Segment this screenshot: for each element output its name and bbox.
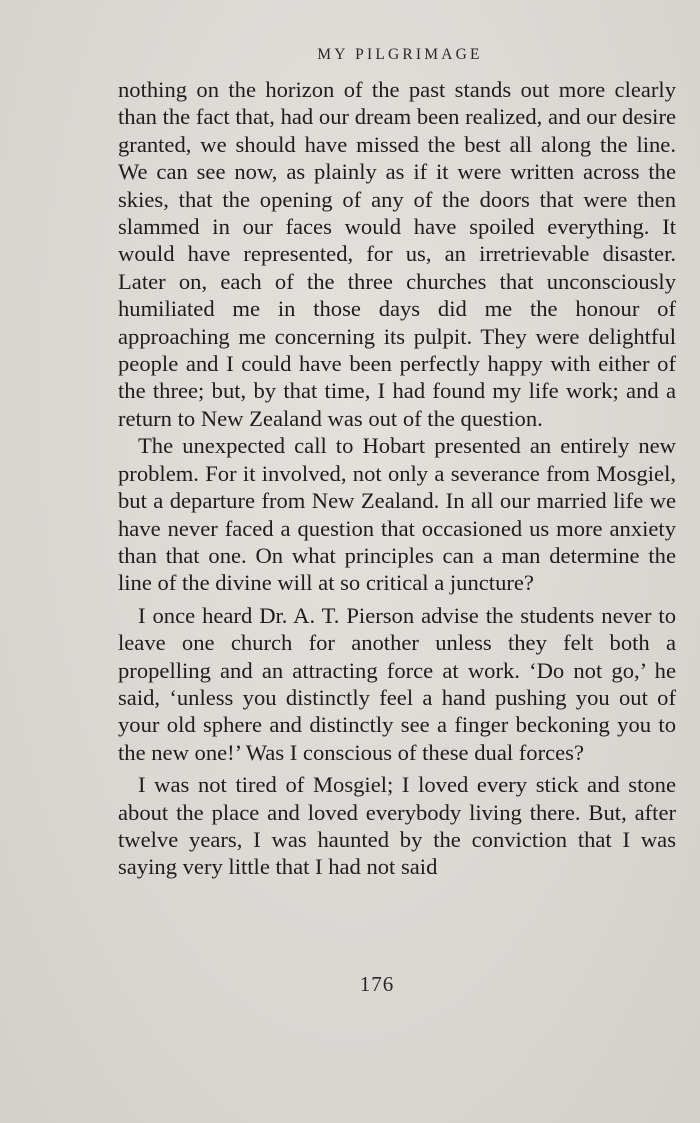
paragraph-2: The unexpected call to Hobart presented an entirely new problem. For it involved, not only a severance from Mosgiel, but a departure from New Zealand. In all our married life we have never faced a question that occasioned us more anxiety than that one. On what principles can a man determine the line of the divine will at so critical a juncture? bbox=[118, 433, 676, 596]
page-number: 176 bbox=[359, 972, 395, 996]
paragraph-3: I once heard Dr. A. T. Pierson advise the students never to leave one church for another unless they felt both a propelling and an attracting force at work. ‘Do not go,’ he said, ‘unless you distinctly feel a hand pushing you out of your old sphere and distinctly see a finger beckoning you to the new one!’ Was I conscious of these dual forces? bbox=[118, 602, 676, 765]
paragraph-1: nothing on the horizon of the past stands out more clearly than the fact that, had our dream been realized, and our desire granted, we should have missed the best all along the line. We can see now, as plainly as if it were written across the skies, that the opening of any of the doors that were then slammed in our faces would have spoiled everything. It would have represented, for us, an irretrievable disaster. Later on, each of the three churches that unconsciously humiliated me in those days did me the honour of approaching me concerning its pulpit. They were delightful people and I could have been perfectly happy with either of the three; but, by that time, I had found my life work; and a return to New Zealand was out of the question. bbox=[118, 77, 676, 431]
body-text bbox=[118, 76, 676, 881]
running-head: MY PILGRIMAGE bbox=[317, 46, 483, 63]
paragraph-4: I was not tired of Mosgiel; I loved every stick and stone about the place and loved everybody living there. But, after twelve years, I was haunted by the conviction that I was saying very little that I had not said bbox=[118, 772, 676, 880]
